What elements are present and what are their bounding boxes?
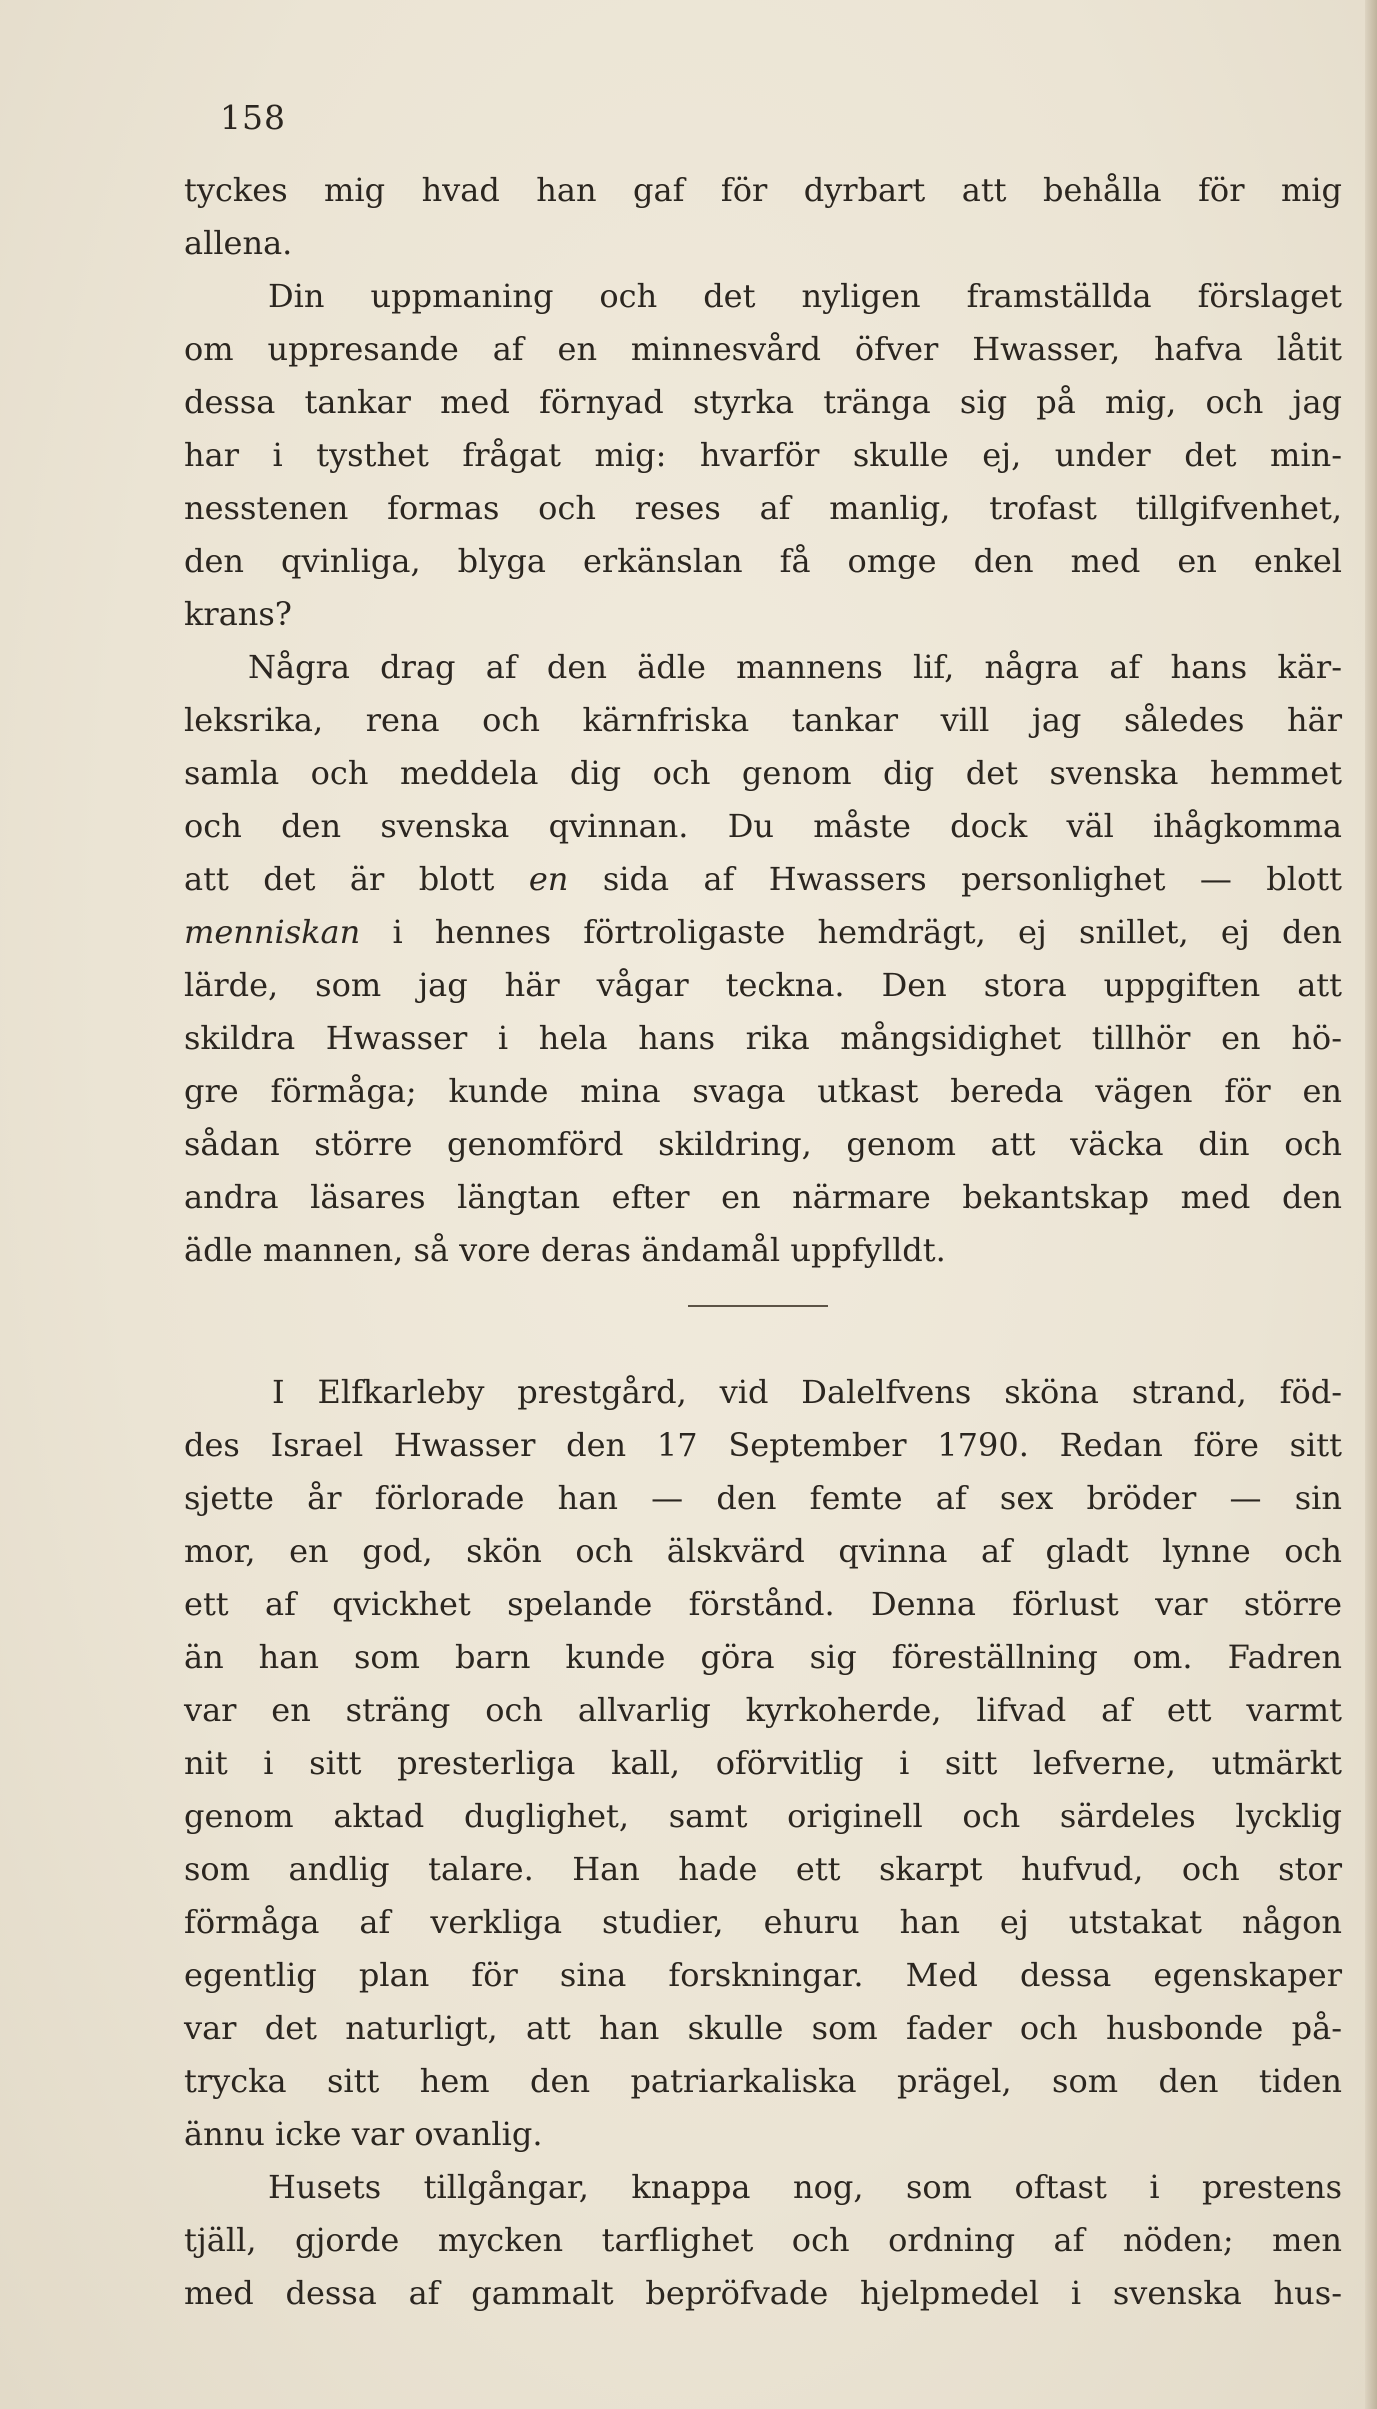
text-line: om uppresande af en minnesvård öfver Hwasser, hafva låtit — [184, 330, 1342, 368]
text-line: och den svenska qvinnan. Du måste dock väl ihågkomma — [184, 807, 1342, 845]
text-line: ännu icke var ovanlig. — [184, 2115, 543, 2153]
separator-rule — [688, 1305, 828, 1307]
text-line: genom aktad duglighet, samt originell och särdeles lycklig — [184, 1797, 1342, 1835]
text-line: I Elfkarleby prestgård, vid Dalelfvens sköna strand, föd- — [272, 1373, 1342, 1411]
text-line: ett af qvickhet spelande förstånd. Denna förlust var större — [184, 1585, 1342, 1623]
text-line: förmåga af verkliga studier, ehuru han ej utstakat någon — [184, 1903, 1342, 1941]
text-line — [184, 906, 1342, 959]
text-line: nesstenen formas och reses af manlig, trofast tillgifvenhet, — [184, 489, 1342, 527]
text-line: egentlig plan för sina forskningar. Med dessa egenskaper — [184, 1956, 1342, 1994]
text-line: skildra Hwasser i hela hans rika mångsidighet tillhör en hö- — [184, 1019, 1342, 1057]
page-edge-shadow — [1365, 0, 1377, 2409]
text-line: samla och meddela dig och genom dig det svenska hemmet — [184, 754, 1342, 792]
text-line: än han som barn kunde göra sig föreställning om. Fadren — [184, 1638, 1342, 1676]
text-fragment: sida af Hwassers personlighet — blott — [602, 860, 1343, 898]
section-separator — [184, 1277, 1342, 1342]
text-line: Några drag af den ädle mannens lif, några af hans kär- — [248, 648, 1342, 686]
text-line: sjette år förlorade han — den femte af sex bröder — sin — [184, 1479, 1342, 1517]
text-line: mor, en god, skön och älskvärd qvinna af gladt lynne och — [184, 1532, 1342, 1570]
emphasis: en — [528, 860, 569, 898]
text-line: med dessa af gammalt bepröfvade hjelpmedel i svenska hus- — [184, 2274, 1342, 2312]
text-line: den qvinliga, blyga erkänslan få omge den med en enkel — [184, 542, 1342, 580]
text-line: som andlig talare. Han hade ett skarpt hufvud, och stor — [184, 1850, 1342, 1888]
text-line: leksrika, rena och kärnfriska tankar vill jag således här — [184, 701, 1342, 739]
text-line: har i tysthet frågat mig: hvarför skulle ej, under det min- — [184, 436, 1342, 474]
text-line: sådan större genomförd skildring, genom att väcka din och — [184, 1125, 1342, 1163]
text-line: lärde, som jag här vågar teckna. Den stora uppgiften att — [184, 966, 1342, 1004]
text-line: dessa tankar med förnyad styrka tränga sig på mig, och jag — [184, 383, 1342, 421]
text-line: tyckes mig hvad han gaf för dyrbart att behålla för mig — [184, 171, 1342, 209]
emphasis: menniskan — [184, 913, 361, 951]
text-line: Husets tillgångar, knappa nog, som oftast i prestens — [268, 2168, 1342, 2206]
text-line: tjäll, gjorde mycken tarflighet och ordning af nöden; men — [184, 2221, 1342, 2259]
text-line: des Israel Hwasser den 17 September 1790. Redan före sitt — [184, 1426, 1342, 1464]
text-line: var en sträng och allvarlig kyrkoherde, lifvad af ett varmt — [184, 1691, 1342, 1729]
text-line: var det naturligt, att han skulle som fader och husbonde på- — [184, 2009, 1342, 2047]
text-line — [184, 853, 1342, 906]
spacer — [184, 1342, 1342, 1366]
text-line: allena. — [184, 224, 293, 262]
text-line: ädle mannen, så vore deras ändamål uppfylldt. — [184, 1231, 946, 1269]
text-line: gre förmåga; kunde mina svaga utkast bereda vägen för en — [184, 1072, 1342, 1110]
text-line: krans? — [184, 595, 292, 633]
body-text — [184, 164, 1342, 2320]
text-line: andra läsares längtan efter en närmare bekantskap med den — [184, 1178, 1342, 1216]
page-number: 158 — [220, 98, 286, 137]
text-line: trycka sitt hem den patriarkaliska prägel, som den tiden — [184, 2062, 1342, 2100]
text-fragment: att det är blott — [184, 860, 495, 898]
text-line: nit i sitt presterliga kall, oförvitlig i sitt lefverne, utmärkt — [184, 1744, 1342, 1782]
text-line: Din uppmaning och det nyligen framställda förslaget — [268, 277, 1342, 315]
text-fragment: i hennes förtroligaste hemdrägt, ej snillet, ej den — [392, 913, 1343, 951]
